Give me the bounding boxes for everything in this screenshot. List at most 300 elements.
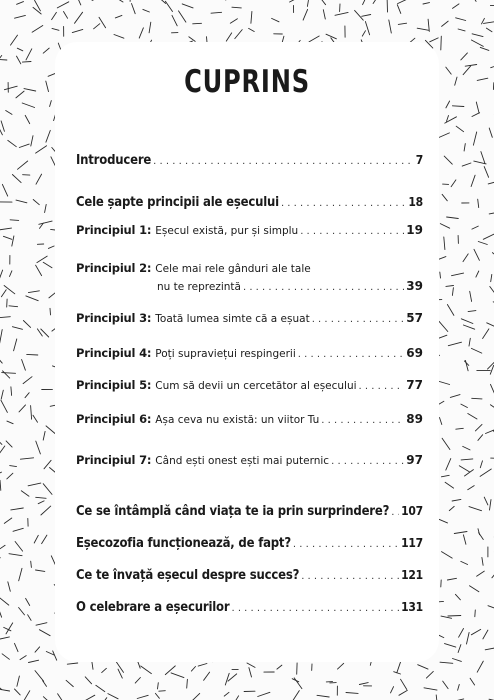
pattern-stroke xyxy=(480,469,491,476)
pattern-stroke xyxy=(477,661,483,672)
pattern-stroke xyxy=(11,387,12,396)
pattern-stroke xyxy=(294,678,302,689)
pattern-stroke xyxy=(23,691,30,700)
pattern-stroke xyxy=(251,12,252,24)
toc-page-number: 39 xyxy=(406,279,423,293)
pattern-stroke xyxy=(444,237,445,250)
pattern-stroke xyxy=(398,0,408,4)
toc-page-number: 69 xyxy=(406,346,423,360)
pattern-stroke xyxy=(28,483,41,486)
pattern-stroke xyxy=(448,616,461,617)
principle-title-continued: nu te reprezintă xyxy=(157,281,241,293)
pattern-stroke xyxy=(0,480,1,490)
toc-entry-chapter-3[interactable] xyxy=(76,567,423,585)
pattern-stroke xyxy=(0,472,2,476)
pattern-stroke xyxy=(277,665,282,669)
pattern-stroke xyxy=(479,533,484,540)
toc-page-number: 121 xyxy=(401,568,423,582)
pattern-stroke xyxy=(8,140,16,146)
pattern-stroke xyxy=(458,684,460,690)
principle-number: Principiul 6: xyxy=(76,412,152,426)
pattern-stroke xyxy=(481,152,485,164)
pattern-stroke xyxy=(16,200,27,203)
pattern-stroke xyxy=(465,470,474,476)
pattern-stroke xyxy=(11,35,18,45)
pattern-stroke xyxy=(35,647,40,652)
pattern-stroke xyxy=(2,373,16,374)
pattern-stroke xyxy=(399,690,407,695)
pattern-stroke xyxy=(426,671,433,678)
pattern-stroke xyxy=(483,234,494,240)
toc-label: Ce te învață eșecul despre succes? xyxy=(76,568,300,583)
pattern-stroke xyxy=(39,630,50,636)
pattern-stroke xyxy=(149,22,151,33)
pattern-stroke xyxy=(17,56,21,64)
pattern-stroke xyxy=(19,608,25,615)
toc-label: Ce se întâmplă când viața te ia prin surprindere? xyxy=(76,504,390,519)
pattern-stroke xyxy=(193,693,200,700)
pattern-stroke xyxy=(389,20,392,33)
toc-entry-principle-3[interactable] xyxy=(76,310,423,328)
pattern-stroke xyxy=(76,0,81,5)
pattern-stroke xyxy=(309,36,319,42)
toc-page-number: 117 xyxy=(401,536,423,550)
pattern-stroke xyxy=(373,0,380,4)
pattern-stroke xyxy=(225,673,229,685)
pattern-stroke xyxy=(486,429,494,434)
pattern-stroke xyxy=(397,661,401,673)
leader-dots xyxy=(301,569,399,585)
pattern-stroke xyxy=(272,18,279,21)
pattern-stroke xyxy=(0,317,10,318)
pattern-stroke xyxy=(94,24,100,29)
pattern-stroke xyxy=(102,668,107,672)
pattern-stroke xyxy=(398,23,406,24)
toc-entry-principle-2[interactable] xyxy=(76,260,423,296)
pattern-stroke xyxy=(441,475,449,477)
toc-entry-principle-6[interactable] xyxy=(76,411,423,429)
pattern-stroke xyxy=(36,497,46,498)
pattern-stroke xyxy=(10,271,12,277)
pattern-stroke xyxy=(476,102,479,112)
pattern-stroke xyxy=(198,664,207,667)
pattern-stroke xyxy=(470,678,475,685)
pattern-stroke xyxy=(475,424,482,431)
pattern-stroke xyxy=(468,311,476,312)
pattern-stroke xyxy=(187,679,188,688)
pattern-stroke xyxy=(2,654,9,660)
pattern-stroke xyxy=(447,578,456,580)
pattern-stroke xyxy=(38,501,44,504)
pattern-stroke xyxy=(0,270,3,278)
pattern-stroke xyxy=(21,491,29,497)
pattern-stroke xyxy=(85,677,91,684)
pattern-stroke xyxy=(461,53,468,60)
principle-title: Poți supraviețui respingerii xyxy=(155,348,296,360)
pattern-stroke xyxy=(23,321,30,328)
pattern-stroke xyxy=(141,666,152,674)
pattern-stroke xyxy=(171,673,184,678)
pattern-stroke xyxy=(48,246,54,248)
pattern-stroke xyxy=(355,10,364,20)
pattern-stroke xyxy=(1,290,6,297)
pattern-stroke xyxy=(0,330,2,344)
pattern-stroke xyxy=(490,365,493,374)
pattern-stroke xyxy=(18,161,28,169)
pattern-stroke xyxy=(6,111,12,115)
toc-label: Cele șapte principii ale eșecului xyxy=(76,195,279,210)
pattern-stroke xyxy=(179,11,186,22)
pattern-stroke xyxy=(258,692,270,696)
pattern-stroke xyxy=(224,692,229,696)
toc-entry-principle-7[interactable] xyxy=(76,452,423,470)
pattern-stroke xyxy=(447,305,454,316)
leader-dots xyxy=(298,347,405,363)
leader-dots xyxy=(359,379,405,395)
leader-dots xyxy=(243,280,404,296)
pattern-stroke xyxy=(0,357,2,363)
pattern-stroke xyxy=(491,275,492,282)
pattern-stroke xyxy=(458,645,461,653)
pattern-stroke xyxy=(0,59,7,60)
pattern-stroke xyxy=(191,667,195,672)
pattern-stroke xyxy=(488,606,494,610)
pattern-stroke xyxy=(489,212,494,214)
pattern-stroke xyxy=(4,86,17,90)
pattern-stroke xyxy=(447,116,449,122)
pattern-stroke xyxy=(303,9,308,20)
pattern-stroke xyxy=(363,0,366,5)
toc-page-number: 57 xyxy=(406,311,423,325)
pattern-stroke xyxy=(490,500,492,511)
principle-number: Principiul 5: xyxy=(76,378,152,392)
toc-label: O celebrare a eșecurilor xyxy=(76,600,230,615)
pattern-stroke xyxy=(440,662,453,663)
pattern-stroke xyxy=(26,598,30,605)
toc-entry-principles-section[interactable] xyxy=(76,194,423,212)
pattern-stroke xyxy=(490,405,494,413)
pattern-stroke xyxy=(442,21,449,26)
page-title: CUPRINS xyxy=(184,64,310,100)
pattern-stroke xyxy=(34,535,38,543)
pattern-stroke xyxy=(461,404,468,407)
pattern-stroke xyxy=(10,466,17,467)
pattern-stroke xyxy=(19,568,22,581)
pattern-stroke xyxy=(468,486,475,490)
pattern-stroke xyxy=(7,473,13,479)
pattern-stroke xyxy=(37,256,47,263)
pattern-stroke xyxy=(464,144,465,151)
pattern-stroke xyxy=(446,101,450,108)
toc-page-number: 19 xyxy=(406,223,423,237)
pattern-stroke xyxy=(463,446,470,450)
pattern-stroke xyxy=(9,554,22,556)
pattern-stroke xyxy=(43,431,45,440)
pattern-stroke xyxy=(446,286,454,287)
pattern-stroke xyxy=(36,174,42,184)
pattern-stroke xyxy=(418,665,428,669)
pattern-stroke xyxy=(478,199,479,207)
pattern-stroke xyxy=(114,35,124,39)
pattern-stroke xyxy=(26,49,32,60)
toc-page-number: 131 xyxy=(401,600,423,614)
pattern-stroke xyxy=(472,113,480,117)
pattern-stroke xyxy=(64,12,68,19)
pattern-stroke xyxy=(155,693,159,698)
pattern-stroke xyxy=(445,644,456,648)
pattern-stroke xyxy=(480,47,489,50)
pattern-stroke xyxy=(453,4,460,8)
pattern-stroke xyxy=(52,12,57,19)
pattern-stroke xyxy=(290,0,299,2)
pattern-stroke xyxy=(75,12,83,23)
pattern-stroke xyxy=(445,482,454,488)
pattern-stroke xyxy=(463,325,474,329)
pattern-stroke xyxy=(42,535,47,544)
pattern-stroke xyxy=(158,683,159,689)
leader-dots xyxy=(391,505,399,521)
pattern-stroke xyxy=(235,30,242,39)
pattern-stroke xyxy=(3,371,10,378)
pattern-stroke xyxy=(17,48,23,51)
pattern-stroke xyxy=(483,630,488,639)
pattern-stroke xyxy=(362,31,365,36)
principle-number: Principiul 1: xyxy=(76,223,152,237)
pattern-stroke xyxy=(452,288,453,296)
pattern-stroke xyxy=(453,659,462,662)
pattern-stroke xyxy=(477,571,485,576)
pattern-stroke xyxy=(482,557,483,565)
pattern-stroke xyxy=(3,236,11,239)
pattern-stroke xyxy=(423,3,430,4)
pattern-stroke xyxy=(438,133,449,138)
pattern-stroke xyxy=(439,321,448,331)
pattern-stroke xyxy=(50,308,51,315)
pattern-stroke xyxy=(33,415,38,422)
toc-entry-principle-1[interactable] xyxy=(76,222,423,240)
principle-number: Principiul 3: xyxy=(76,311,152,325)
pattern-stroke xyxy=(452,499,461,501)
pattern-stroke xyxy=(455,77,457,85)
leader-dots xyxy=(312,312,405,328)
pattern-stroke xyxy=(359,683,368,685)
principle-title: Când ești onest ești mai puternic xyxy=(155,455,330,467)
pattern-stroke xyxy=(10,220,19,221)
toc-entry-principle-4[interactable] xyxy=(76,345,423,363)
pattern-stroke xyxy=(193,23,202,24)
pattern-stroke xyxy=(39,221,52,224)
pattern-stroke xyxy=(20,458,33,459)
principle-number: Principiul 7: xyxy=(76,453,152,467)
leader-dots xyxy=(293,537,399,553)
pattern-stroke xyxy=(439,519,447,523)
pattern-stroke xyxy=(478,242,487,245)
pattern-stroke xyxy=(19,405,26,412)
pattern-stroke xyxy=(31,561,32,567)
pattern-stroke xyxy=(116,662,123,672)
pattern-stroke xyxy=(346,693,358,694)
pattern-stroke xyxy=(442,552,453,559)
pattern-stroke xyxy=(189,37,195,42)
pattern-stroke xyxy=(46,130,50,142)
pattern-stroke xyxy=(484,497,488,505)
pattern-stroke xyxy=(470,291,472,301)
pattern-stroke xyxy=(452,273,464,276)
pattern-stroke xyxy=(26,296,38,301)
pattern-stroke xyxy=(16,91,24,98)
pattern-stroke xyxy=(417,28,429,30)
pattern-stroke xyxy=(0,611,2,617)
pattern-stroke xyxy=(57,2,69,8)
pattern-stroke xyxy=(1,121,4,131)
pattern-stroke xyxy=(463,254,468,262)
pattern-stroke xyxy=(172,15,177,25)
pattern-stroke xyxy=(143,9,150,12)
pattern-stroke xyxy=(15,689,21,695)
toc-entry-intro[interactable] xyxy=(76,152,423,170)
pattern-stroke xyxy=(472,226,478,229)
pattern-stroke xyxy=(11,508,23,510)
pattern-stroke xyxy=(19,144,29,147)
pattern-stroke xyxy=(442,194,447,201)
pattern-stroke xyxy=(66,680,73,686)
pattern-stroke xyxy=(440,224,449,229)
pattern-stroke xyxy=(25,115,30,123)
pattern-stroke xyxy=(25,393,29,398)
pattern-stroke xyxy=(159,691,166,692)
pattern-stroke xyxy=(27,354,38,355)
pattern-stroke xyxy=(232,696,239,700)
pattern-stroke xyxy=(43,681,47,687)
toc-page-number: 97 xyxy=(406,453,423,467)
pattern-stroke xyxy=(456,126,463,132)
pattern-stroke xyxy=(165,666,175,675)
pattern-stroke xyxy=(456,18,466,21)
leader-dots xyxy=(321,413,404,429)
pattern-stroke xyxy=(33,200,39,205)
principle-title: Cele mai rele gânduri ale tale xyxy=(155,263,311,275)
toc-page-number: 107 xyxy=(401,504,423,518)
pattern-stroke xyxy=(461,459,473,460)
pattern-stroke xyxy=(0,228,12,230)
pattern-stroke xyxy=(139,28,143,38)
principle-number: Principiul 2: xyxy=(76,261,152,275)
pattern-stroke xyxy=(473,0,476,1)
pattern-stroke xyxy=(307,0,308,6)
pattern-stroke xyxy=(448,342,461,346)
pattern-stroke xyxy=(444,156,452,164)
pattern-stroke xyxy=(58,694,63,700)
pattern-stroke xyxy=(484,167,488,178)
pattern-stroke xyxy=(452,106,464,107)
pattern-stroke xyxy=(13,528,23,531)
toc-entry-principle-5[interactable] xyxy=(76,377,423,395)
pattern-stroke xyxy=(84,695,94,700)
pattern-stroke xyxy=(442,438,450,449)
pattern-stroke xyxy=(41,506,51,515)
pattern-stroke xyxy=(157,0,166,3)
pattern-stroke xyxy=(115,15,122,18)
pattern-stroke xyxy=(323,10,325,19)
pattern-stroke xyxy=(293,691,299,700)
pattern-stroke xyxy=(17,2,24,5)
pattern-stroke xyxy=(319,0,326,5)
pattern-stroke xyxy=(491,384,494,394)
toc-label: Introducere xyxy=(76,153,152,168)
pattern-stroke xyxy=(43,48,49,53)
pattern-stroke xyxy=(29,660,39,662)
toc-entry-chapter-1[interactable] xyxy=(76,503,423,521)
pattern-stroke xyxy=(471,40,483,46)
pattern-stroke xyxy=(36,570,45,571)
pattern-stroke xyxy=(43,262,52,268)
pattern-stroke xyxy=(446,459,451,471)
pattern-stroke xyxy=(31,136,33,146)
pattern-stroke xyxy=(36,441,41,454)
pattern-stroke xyxy=(436,695,437,700)
pattern-stroke xyxy=(0,438,2,445)
pattern-stroke xyxy=(449,506,454,510)
toc-page-number: 7 xyxy=(415,153,423,167)
pattern-stroke xyxy=(67,663,77,664)
pattern-stroke xyxy=(468,414,477,420)
pattern-stroke xyxy=(6,441,12,447)
pattern-stroke xyxy=(424,688,437,690)
pattern-stroke xyxy=(438,381,450,385)
pattern-stroke xyxy=(14,339,17,351)
pattern-stroke xyxy=(478,435,483,441)
leader-dots xyxy=(281,196,406,212)
pattern-stroke xyxy=(477,78,488,80)
pattern-stroke xyxy=(15,15,26,18)
pattern-stroke xyxy=(182,4,193,8)
pattern-stroke xyxy=(165,1,172,11)
pattern-stroke xyxy=(469,338,470,346)
toc-label: Eșecozofia funcționează, de fapt? xyxy=(76,536,291,551)
pattern-stroke xyxy=(22,103,34,108)
pattern-stroke xyxy=(447,217,459,219)
pattern-stroke xyxy=(28,291,39,293)
pattern-stroke xyxy=(470,586,479,592)
pattern-stroke xyxy=(28,615,32,621)
pattern-stroke xyxy=(471,629,480,634)
pattern-stroke xyxy=(461,319,473,324)
toc-page-number: 89 xyxy=(406,412,423,426)
toc-entry-chapter-4[interactable] xyxy=(76,599,423,617)
pattern-stroke xyxy=(31,406,32,420)
pattern-stroke xyxy=(338,663,344,669)
principle-title: Cum să devii un cercetător al eșecului xyxy=(155,380,357,392)
pattern-stroke xyxy=(456,428,464,429)
pattern-stroke xyxy=(469,507,482,511)
pattern-stroke xyxy=(471,348,481,353)
pattern-stroke xyxy=(137,695,148,698)
pattern-stroke xyxy=(472,34,483,37)
pattern-stroke xyxy=(317,695,329,697)
pattern-stroke xyxy=(490,287,494,297)
leader-dots xyxy=(331,454,404,470)
pattern-stroke xyxy=(17,676,20,686)
pattern-stroke xyxy=(12,236,14,246)
pattern-stroke xyxy=(486,28,492,32)
pattern-stroke xyxy=(484,22,494,24)
contents-card xyxy=(55,42,439,662)
pattern-stroke xyxy=(471,175,475,186)
toc-entry-chapter-2[interactable] xyxy=(76,535,423,553)
pattern-stroke xyxy=(8,582,11,592)
pattern-stroke xyxy=(443,681,448,689)
pattern-stroke xyxy=(247,663,255,667)
